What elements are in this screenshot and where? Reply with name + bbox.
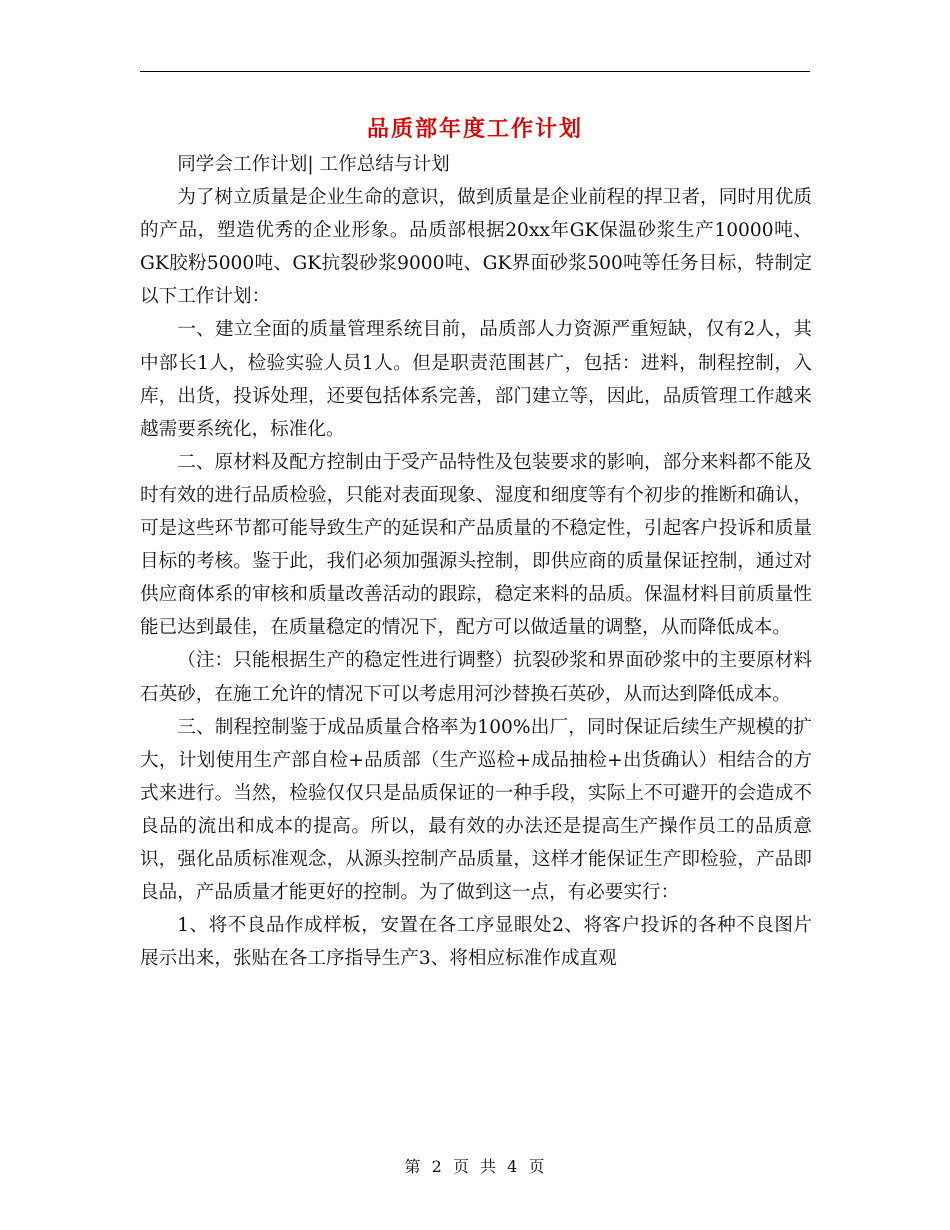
current-page-number: 2	[431, 1157, 443, 1176]
footer-total-word: 共	[480, 1157, 498, 1176]
total-pages-number: 4	[507, 1157, 519, 1176]
paragraph-section-3: 三、制程控制鉴于成品质量合格率为100%出厂，同时保证后续生产规模的扩大，计划使用生产部自检+品质部（生产巡检+成品抽检+出货确认）相结合的方式来进行。当然，检验仅仅只是品质保证的一种手段，实际上不可避开的会造成不良品的流出和成本的提高。所以，最有效的办法还是提高生产操作员工的品质意识，强化品质标准观念，从源头控制产品质量，这样才能保证生产即检验，产品即良品，产品质量才能更好的控制。为了做到这一点，有必要实行：	[140, 716, 812, 904]
footer-prefix: 第	[404, 1157, 422, 1176]
page-footer	[0, 1154, 950, 1177]
footer-suffix: 页	[528, 1157, 546, 1176]
paragraph-note: （注：只能根据生产的稳定性进行调整）抗裂砂浆和界面砂浆中的主要原材料石英砂，在施工允许的情况下可以考虑用河沙替换石英砂，从而达到降低成本。	[140, 650, 812, 705]
paragraph-section-2: 二、原材料及配方控制由于受产品特性及包装要求的影响，部分来料都不能及时有效的进行品质检验，只能对表面现象、湿度和细度等有个初步的推断和确认，可是这些环节都可能导致生产的延误和产品质量的不稳定性，引起客户投诉和质量目标的考核。鉴于此，我们必须加强源头控制，即供应商的质量保证控制，通过对供应商体系的审核和质量改善活动的跟踪，稳定来料的品质。保温材料目前质量性能已达到最佳，在质量稳定的情况下，配方可以做适量的调整，从而降低成本。	[140, 451, 812, 639]
document-title: 品质部年度工作计划	[366, 116, 583, 142]
footer-page-word: 页	[452, 1157, 470, 1176]
document-body	[140, 148, 812, 975]
paragraph-subtitle: 同学会工作计划| 工作总结与计划	[177, 154, 450, 175]
paragraph-measures: 1、将不良品作成样板，安置在各工序显眼处2、将客户投诉的各种不良图片展示出来，张贴在各工序指导生产3、将相应标准作成直观	[140, 915, 812, 970]
header-rule	[140, 71, 810, 72]
paragraph-section-1: 一、建立全面的质量管理系统目前，品质部人力资源严重短缺，仅有2人，其中部长1人，检验实验人员1人。但是职责范围甚广，包括：进料，制程控制，入库，出货，投诉处理，还要包括体系完善，部门建立等，因此，品质管理工作越来越需要系统化，标准化。	[140, 319, 812, 440]
paragraph-intro: 为了树立质量是企业生命的意识，做到质量是企业前程的捍卫者，同时用优质的产品，塑造优秀的企业形象。品质部根据20xx年GK保温砂浆生产10000吨、GK胶粉5000吨、GK抗裂砂浆9000吨、GK界面砂浆500吨等任务目标，特制定以下工作计划：	[140, 187, 812, 308]
